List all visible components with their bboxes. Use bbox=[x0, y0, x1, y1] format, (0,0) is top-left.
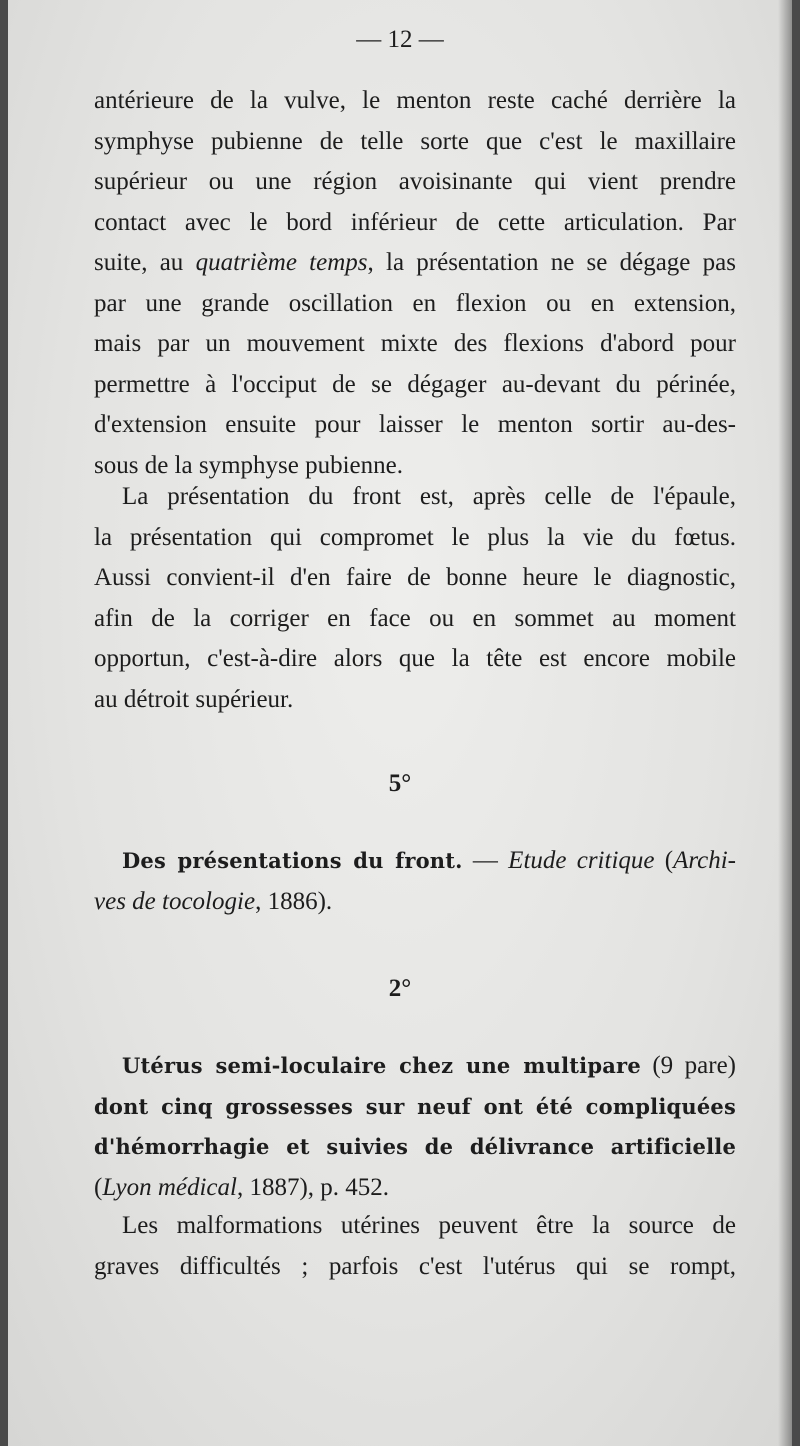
paragraph-2 bbox=[94, 477, 736, 720]
text-line: supérieur ou une région avoisinante qui vient prendre bbox=[94, 168, 736, 195]
text-segment: (9 pare) bbox=[640, 1052, 737, 1079]
text-line: la présentation qui compromet le plus la vie du fœtus. bbox=[94, 523, 736, 551]
text-segment: ( bbox=[654, 847, 674, 874]
reference-title: Des présentations du front. bbox=[122, 848, 463, 873]
text-segment: suite, au bbox=[94, 249, 196, 276]
text-line: par une grande oscillation en flexion ou en extension, bbox=[94, 289, 736, 317]
text-segment: — bbox=[462, 847, 509, 874]
text-line: sous de la symphyse pubienne. bbox=[94, 451, 403, 479]
italic-phrase: Lyon médical bbox=[102, 1173, 237, 1201]
text-line: permettre à l'occiput de se dégager au-devant du périnée, bbox=[94, 370, 736, 398]
text-line: graves difficultés ; parfois c'est l'utérus qui se rompt, bbox=[94, 1252, 736, 1280]
text-line: opportun, c'est-à-dire alors que la tête est encore mobile bbox=[94, 645, 736, 672]
text-line: Les malformations utérines peuvent être la source de bbox=[122, 1212, 736, 1239]
text-line bbox=[94, 1168, 736, 1209]
text-line: mais par un mouvement mixte des flexions d'abord pour bbox=[94, 330, 736, 357]
text-line: d'hémorrhagie et suivies de délivrance artificielle bbox=[94, 1134, 736, 1159]
section-5-reference bbox=[94, 841, 736, 922]
page-edge-shadow bbox=[778, 0, 792, 1446]
italic-phrase: ves de tocologie bbox=[94, 887, 256, 915]
section-number-2: 2° bbox=[388, 975, 412, 1002]
reference-title: Utérus semi-loculaire chez une multipare bbox=[122, 1053, 641, 1078]
italic-phrase: Etude critique bbox=[508, 847, 655, 874]
text-line bbox=[94, 882, 736, 923]
text-line: La présentation du front est, après celle de l'épaule, bbox=[122, 483, 736, 510]
text-line: d'extension ensuite pour laisser le menton sortir au-des- bbox=[94, 411, 736, 438]
text-segment: , la présentation ne se dégage pas bbox=[367, 249, 736, 276]
text-segment: , 1887), p. 452. bbox=[236, 1173, 390, 1201]
text-line: dont cinq grossesses sur neuf ont été compliquées bbox=[94, 1093, 736, 1119]
italic-phrase: quatrième temps bbox=[195, 249, 368, 276]
text-segment: ( bbox=[94, 1173, 103, 1201]
text-line: Aussi convient-il d'en faire de bonne heure le diagnostic, bbox=[94, 564, 736, 591]
text-line bbox=[94, 243, 736, 284]
section-2-reference bbox=[94, 1046, 736, 1208]
italic-phrase: Archi- bbox=[673, 847, 737, 874]
text-line: au détroit supérieur. bbox=[94, 685, 294, 713]
document-page bbox=[8, 0, 792, 1446]
text-line bbox=[94, 1046, 736, 1087]
section-number-5: 5° bbox=[388, 770, 412, 797]
text-line: contact avec le bord inférieur de cette articulation. Par bbox=[94, 208, 736, 236]
text-line: antérieure de la vulve, le menton reste caché derrière la bbox=[94, 87, 736, 114]
text-line: afin de la corriger en face ou en sommet au moment bbox=[94, 604, 736, 632]
page-number: — 12 — bbox=[356, 26, 444, 53]
paragraph-1 bbox=[94, 81, 736, 486]
text-line: symphyse pubienne de telle sorte que c'est le maxillaire bbox=[94, 127, 736, 155]
text-line bbox=[94, 841, 736, 882]
paragraph-3 bbox=[94, 1206, 736, 1287]
text-segment: , 1886). bbox=[255, 887, 333, 915]
